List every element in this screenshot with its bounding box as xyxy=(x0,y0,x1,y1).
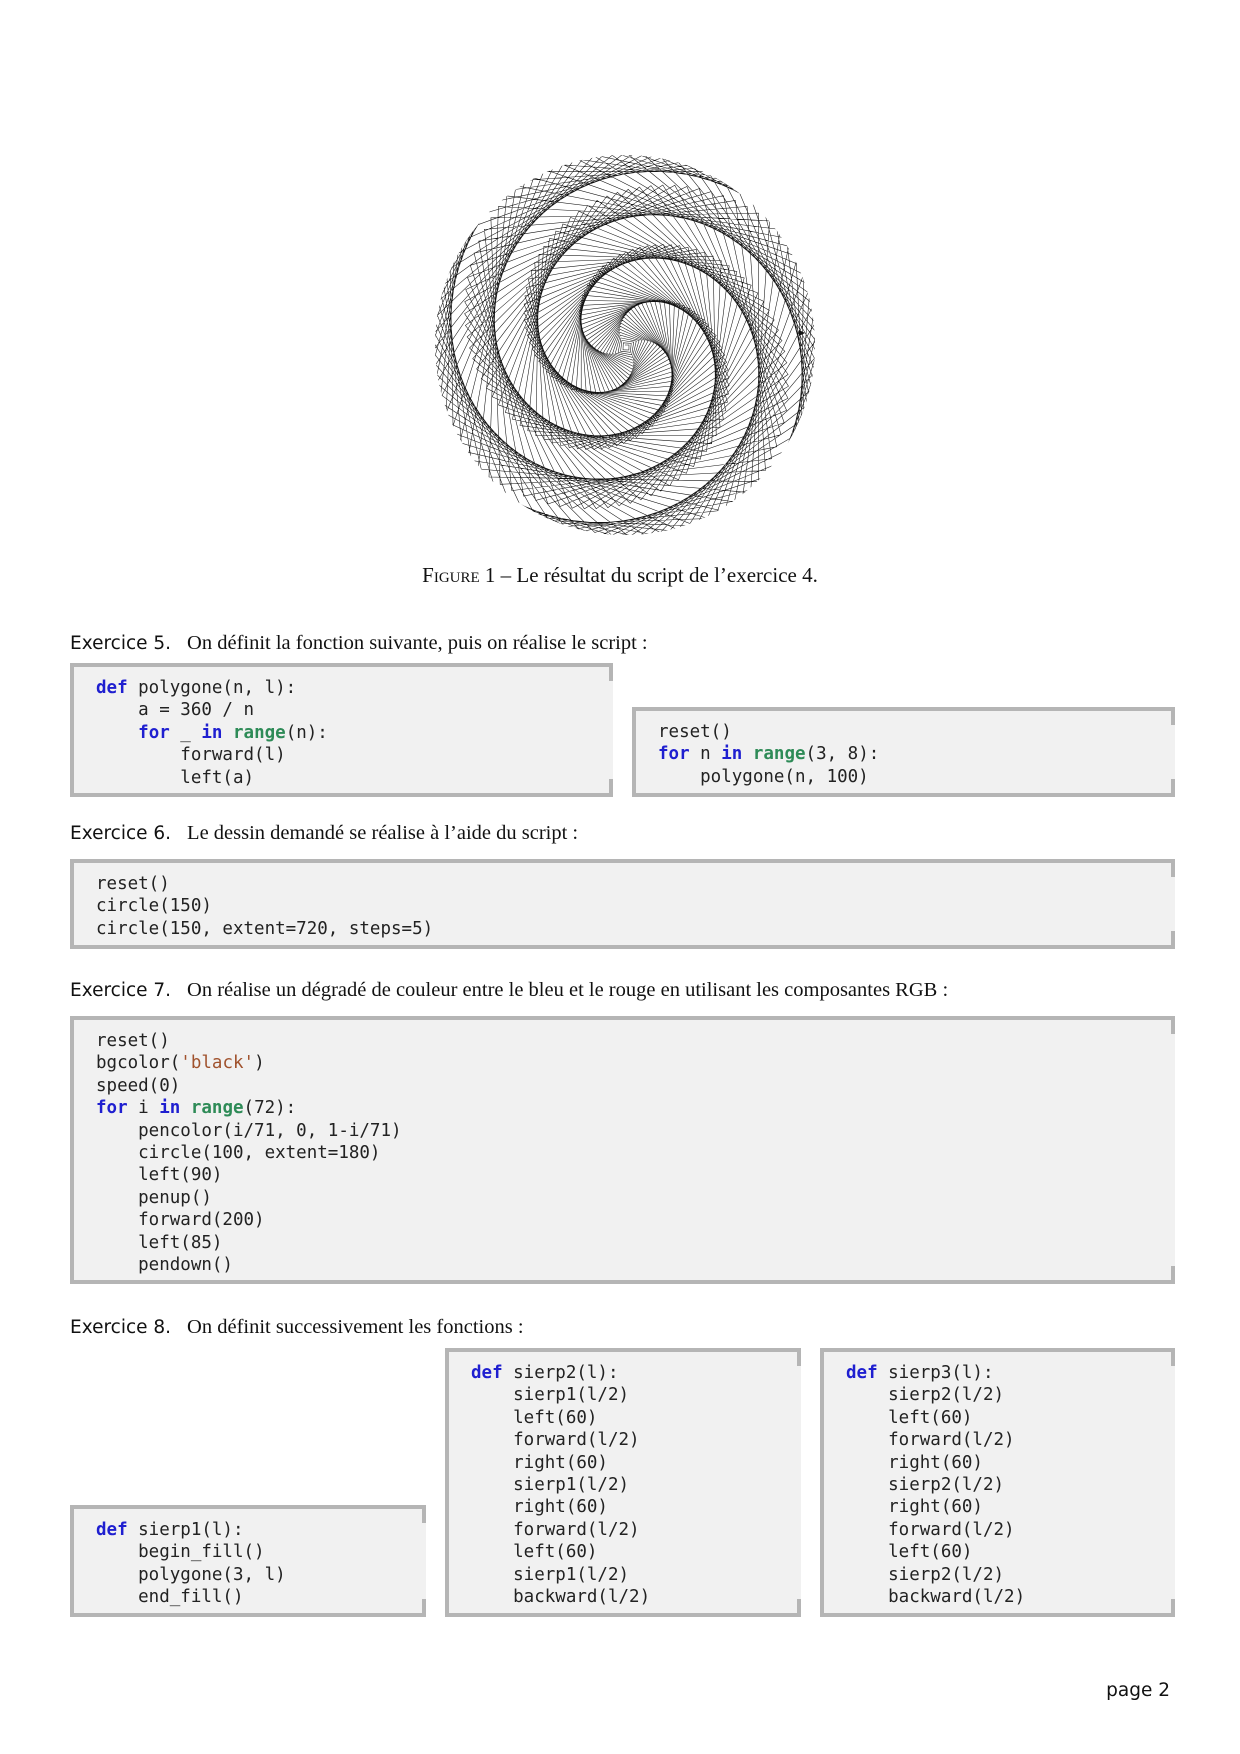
exercise-7-code xyxy=(70,1016,1175,1284)
exercise-8-code-sierp3 xyxy=(820,1348,1175,1617)
exercise-8-text: On définit successivement les fonctions : xyxy=(187,1316,524,1338)
exercise-5-label: Exercice 5. xyxy=(70,633,172,654)
exercise-5-heading xyxy=(70,632,648,655)
figure-label: Figure xyxy=(422,563,480,587)
figure-caption xyxy=(0,563,1240,588)
exercise-7-text: On réalise un dégradé de couleur entre le bleu et le rouge en utilisant les composantes RGB : xyxy=(187,979,949,1001)
figure-caption-text: 1 – Le résultat du script de l’exercice 4. xyxy=(484,563,818,587)
exercise-6-label: Exercice 6. xyxy=(70,823,172,844)
exercise-5-code-script xyxy=(632,707,1175,797)
code-text: reset() for n in range(3, 8): polygone(n, 100) xyxy=(658,722,880,787)
exercise-6-text: Le dessin demandé se réalise à l’aide du script : xyxy=(187,822,579,844)
code-text: reset() bgcolor('black') speed(0) for i in range(72): pencolor(i/71, 0, 1-i/71) circle(100, extent=180) left(90) penup() forward(200) left(85) pendown() xyxy=(96,1031,402,1276)
spiral-drawing xyxy=(430,150,820,540)
code-text: def sierp1(l): begin_fill() polygone(3, l) end_fill() xyxy=(96,1520,286,1608)
exercise-6-heading xyxy=(70,822,578,845)
exercise-8-heading xyxy=(70,1316,524,1339)
exercise-5-code-function xyxy=(70,663,613,797)
page-number: page 2 xyxy=(1106,1680,1170,1701)
code-text: def sierp3(l): sierp2(l/2) left(60) forward(l/2) right(60) sierp2(l/2) right(60) forward(l/2) left(60) sierp2(l/2) backward(l/2) xyxy=(846,1363,1026,1608)
exercise-8-label: Exercice 8. xyxy=(70,1317,172,1338)
code-text: def polygone(n, l): a = 360 / n for _ in range(n): forward(l) left(a) xyxy=(96,678,328,788)
exercise-6-code xyxy=(70,859,1175,949)
spiral-path xyxy=(430,150,820,540)
code-text: def sierp2(l): sierp1(l/2) left(60) forward(l/2) right(60) sierp1(l/2) right(60) forward(l/2) left(60) sierp1(l/2) backward(l/2) xyxy=(471,1363,651,1608)
spiral-figure xyxy=(430,150,820,540)
exercise-7-heading xyxy=(70,979,948,1002)
exercise-7-label: Exercice 7. xyxy=(70,980,172,1001)
exercise-5-text: On définit la fonction suivante, puis on réalise le script : xyxy=(187,632,648,654)
code-text: reset() circle(150) circle(150, extent=720, steps=5) xyxy=(96,874,434,939)
exercise-8-code-sierp1 xyxy=(70,1505,426,1617)
exercise-8-code-sierp2 xyxy=(445,1348,801,1617)
